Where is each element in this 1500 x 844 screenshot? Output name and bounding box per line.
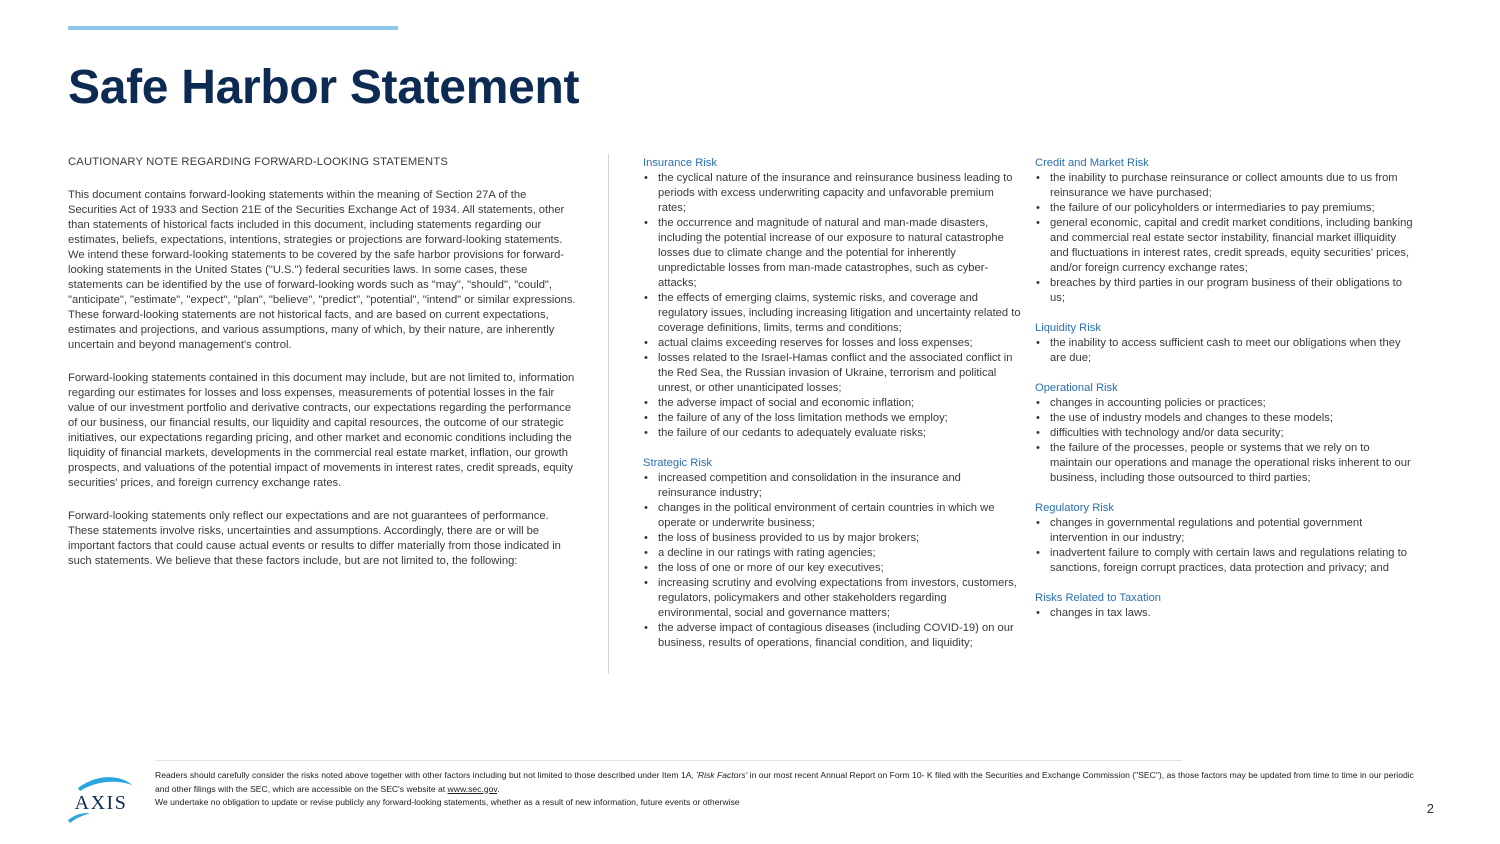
paragraph-guarantees: Forward-looking statements only reflect our expectations and are not guarantees of performance. These statements involve risks, uncertainties and assumptions. Accordingly, there are or will be important factors that could cause actual events or results to differ materially from those indicated in such statements. We believe that these factors include, but are not limited to, the following:	[68, 510, 561, 567]
list-item: • the adverse impact of contagious diseases (including COVID-19) on our business, results of operations, financial condition, and liquidity;	[643, 621, 1021, 651]
insurance-risk-heading: Insurance Risk	[643, 157, 717, 169]
strategic-risk-list	[643, 471, 1021, 651]
strategic-risk-heading: Strategic Risk	[643, 457, 713, 469]
insurance-risk-section	[643, 156, 1021, 441]
logo-swoosh-top	[78, 777, 132, 791]
taxation-risk-list	[1035, 606, 1413, 621]
sec-website-link[interactable]: www.sec.gov	[447, 783, 498, 794]
footer-text-start: Readers should carefully consider the risks noted above together with other factors including but not limited to those described under Item 1A,	[155, 770, 697, 780]
risk-column-middle	[643, 156, 1021, 666]
list-item: • a decline in our ratings with rating agencies;	[643, 546, 1021, 561]
liquidity-risk-heading: Liquidity Risk	[1035, 322, 1101, 334]
footer-readers-note	[155, 769, 1415, 796]
credit-market-risk-list	[1035, 171, 1413, 306]
list-item: • actual claims exceeding reserves for losses and loss expenses;	[643, 336, 1021, 351]
cautionary-note-column	[68, 155, 578, 587]
operational-risk-section	[1035, 381, 1413, 486]
taxation-risk-heading: Risks Related to Taxation	[1035, 592, 1162, 604]
operational-risk-heading: Operational Risk	[1035, 382, 1118, 394]
list-item: • the adverse impact of social and economic inflation;	[643, 396, 1021, 411]
regulatory-risk-list	[1035, 516, 1413, 576]
list-item: • inadvertent failure to comply with certain laws and regulations relating to sanctions, foreign corrupt practices, data protection and privacy; and	[1035, 546, 1413, 576]
list-item: • the failure of our cedants to adequately evaluate risks;	[643, 426, 1021, 441]
list-item: • the inability to purchase reinsurance or collect amounts due to us from reinsurance we have purchased;	[1035, 171, 1413, 201]
axis-logo	[66, 776, 136, 824]
footer-text-end: .	[497, 783, 500, 794]
title-accent-bar	[68, 26, 398, 30]
credit-market-risk-section	[1035, 156, 1413, 306]
list-item: • the use of industry models and changes to these models;	[1035, 411, 1413, 426]
list-item: • the loss of business provided to us by major brokers;	[643, 531, 1021, 546]
list-item: • the cyclical nature of the insurance and reinsurance business leading to periods with excess underwriting capacity and unfavorable premium rates;	[643, 171, 1021, 216]
list-item: • the inability to access sufficient cash to meet our obligations when they are due;	[1035, 336, 1413, 366]
footer-text-middle: in our most recent Annual Report on Form 10- K filed with the Securities and Exchange Commission ("SEC"), as those factors may be updated from time to time in our periodic and other filings with the SEC, which are accessible on the SEC's website at	[155, 770, 1414, 794]
column-divider	[608, 154, 609, 674]
list-item: • losses related to the Israel-Hamas conflict and the associated conflict in the Red Sea, the Russian invasion of Ukraine, terrorism and political unrest, or other unanticipated losses;	[643, 351, 1021, 396]
paragraph-intro: This document contains forward-looking statements within the meaning of Section 27A of the Securities Act of 1933 and Section 21E of the Securities Exchange Act of 1934. All statements, other than statements of historical facts included in this document, including statements regarding our estimates, beliefs, expectations, intentions, strategies or projections are forward-looking statements. We intend these forward-looking statements to be covered by the safe harbor provisions for forward-looking statements in the United States ("U.S.") federal securities laws. In some cases, these statements can be identified by the use of forward-looking words such as "may", "should", "could", "anticipate", "estimate", "expect", "plan", "believe", "predict", "potential", "intend" or similar expressions. These forward-looking statements are not historical facts, and are based on current expectations, estimates and projections, and various assumptions, many of which, by their nature, are inherently uncertain and beyond management's control.	[68, 189, 576, 351]
list-item: • breaches by third parties in our program business of their obligations to us;	[1035, 276, 1413, 306]
footer-disclaimer	[155, 769, 1415, 810]
list-item: • difficulties with technology and/or data security;	[1035, 426, 1413, 441]
list-item: • the failure of any of the loss limitation methods we employ;	[643, 411, 1021, 426]
list-item: • changes in tax laws.	[1035, 606, 1413, 621]
cautionary-heading: CAUTIONARY NOTE REGARDING FORWARD-LOOKING STATEMENTS	[68, 156, 449, 168]
list-item: • increased competition and consolidation in the insurance and reinsurance industry;	[643, 471, 1021, 501]
liquidity-risk-list	[1035, 336, 1413, 366]
regulatory-risk-heading: Regulatory Risk	[1035, 502, 1114, 514]
insurance-risk-list	[643, 171, 1021, 441]
page-title: Safe Harbor Statement	[68, 61, 580, 114]
taxation-risk-section	[1035, 591, 1413, 621]
list-item: • the failure of our policyholders or intermediaries to pay premiums;	[1035, 201, 1413, 216]
page-number: 2	[1426, 801, 1434, 816]
footer-risk-factors-italic: 'Risk Factors'	[696, 770, 748, 780]
list-item: • changes in accounting policies or practices;	[1035, 396, 1413, 411]
liquidity-risk-section	[1035, 321, 1413, 366]
footer-divider	[155, 760, 1182, 761]
credit-market-risk-heading: Credit and Market Risk	[1035, 157, 1149, 169]
list-item: • the effects of emerging claims, systemic risks, and coverage and regulatory issues, including increasing litigation and uncertainty related to coverage definitions, limits, terms and conditions;	[643, 291, 1021, 336]
list-item: • increasing scrutiny and evolving expectations from investors, customers, regulators, policymakers and other stakeholders regarding environmental, social and governance matters;	[643, 576, 1021, 621]
risk-column-right	[1035, 156, 1413, 636]
strategic-risk-section	[643, 456, 1021, 651]
list-item: • general economic, capital and credit market conditions, including banking and commercial real estate sector instability, financial market illiquidity and fluctuations in interest rates, credit spreads, equity securities' prices, and/or foreign currency exchange rates;	[1035, 216, 1413, 276]
list-item: • changes in governmental regulations and potential government intervention in our industry;	[1035, 516, 1413, 546]
list-item: • the failure of the processes, people or systems that we rely on to maintain our operations and manage the operational risks inherent to our business, including those outsourced to third parties;	[1035, 441, 1413, 486]
list-item: • the occurrence and magnitude of natural and man-made disasters, including the potential increase of our exposure to natural catastrophe losses due to climate change and the potential for inherently unpredictable losses from man-made catastrophes, such as cyber-attacks;	[643, 216, 1021, 291]
regulatory-risk-section	[1035, 501, 1413, 576]
operational-risk-list	[1035, 396, 1413, 486]
logo-wordmark: AXIS	[74, 792, 128, 814]
list-item: • changes in the political environment of certain countries in which we operate or underwrite business;	[643, 501, 1021, 531]
footer-no-obligation-note: We undertake no obligation to update or revise publicly any forward-looking statements, whether as a result of new information, future events or otherwise	[155, 797, 740, 807]
list-item: • the loss of one or more of our key executives;	[643, 561, 1021, 576]
paragraph-forward-looking-content: Forward-looking statements contained in this document may include, but are not limited to, information regarding our estimates for losses and loss expenses, measurements of potential losses in the fair value of our investment portfolio and derivative contracts, our expectations regarding the performance of our business, our financial results, our liquidity and capital resources, the outcome of our strategic initiatives, our expectations regarding pricing, and other market and economic conditions including the liquidity of financial markets, developments in the commercial real estate market, inflation, our growth prospects, and valuations of the potential impact of movements in interest rates, credit spreads, equity securities' prices, and foreign currency exchange rates.	[68, 372, 575, 489]
logo-swoosh-bottom	[68, 813, 90, 823]
